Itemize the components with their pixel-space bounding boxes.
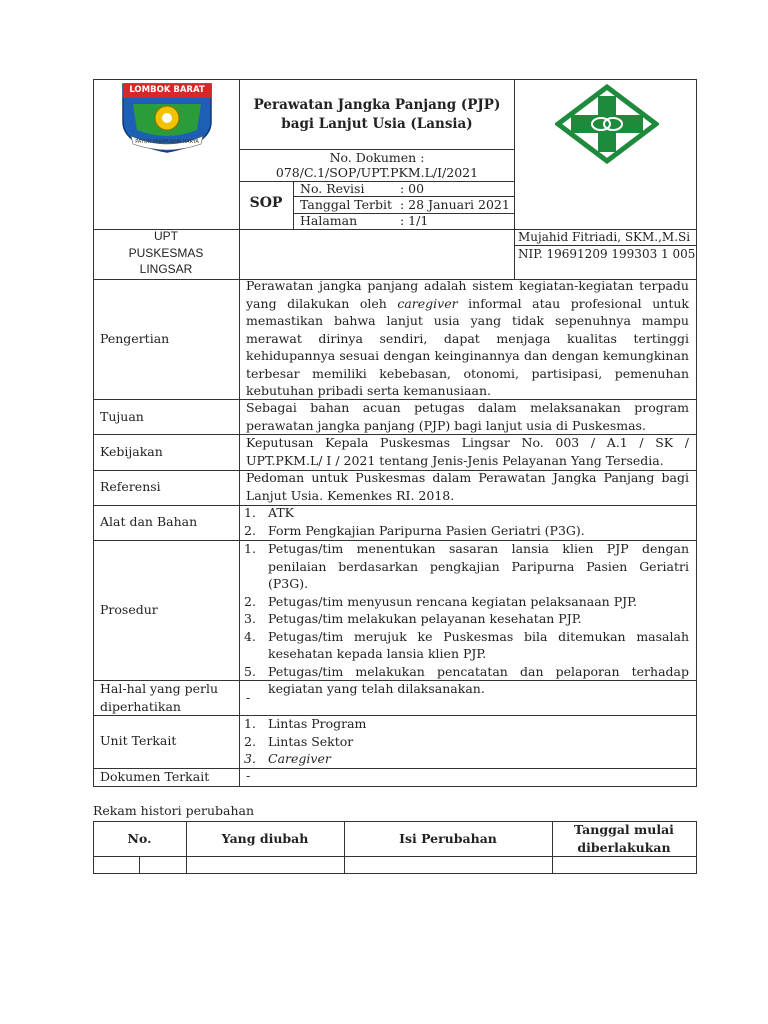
signer-name: Mujahid Fitriadi, SKM.,M.Si bbox=[518, 230, 691, 244]
list-number: 1. bbox=[244, 541, 256, 556]
doc-number-value: 078/C.1/SOP/UPT.PKM.L/I/2021 bbox=[275, 165, 479, 180]
lombok-barat-logo bbox=[119, 82, 215, 154]
tujuan-text: Sebagai bahan acuan petugas dalam melaksanakan program perawatan jangka panjang (PJP) bagi lanjut usia di Puskesmas. bbox=[246, 400, 689, 433]
list-number: 3. bbox=[244, 751, 256, 766]
list-text: Petugas/tim melakukan pencatatan dan pelaporan terhadap kegiatan yang telah dilaksanakan. bbox=[268, 663, 689, 696]
list-item bbox=[244, 540, 689, 593]
dokumen-text: - bbox=[246, 768, 251, 783]
unit-line-2: PUSKESMAS bbox=[128, 245, 204, 260]
list-item bbox=[244, 733, 689, 751]
referensi-text: Pedoman untuk Puskesmas dalam Perawatan Jangka Panjang bagi Lanjut Usia. Kemenkes RI. 2018. bbox=[246, 470, 689, 503]
alat-label: Alat dan Bahan bbox=[100, 514, 198, 529]
history-col-isi: Isi Perubahan bbox=[399, 831, 497, 846]
unit-line-1: UPT bbox=[154, 229, 178, 243]
history-col-no: No. bbox=[127, 831, 152, 846]
history-col-tanggal bbox=[552, 821, 696, 856]
list-text: Caregiver bbox=[268, 751, 331, 766]
pengertian-text-b: informal atau profesional untuk memastikan bahwa lanjut usia yang tidak sepenuhnya mampu merawat dirinya sendiri, dapat menjaga kualitas tertinggi kehidupannya sesuai dengan keinginannya dan dengan kemungkinan terbesar memiliki kebebasan, otonomi, partisipasi, pemenuhan kebutuhan pribadi serta kemanusiaan. bbox=[246, 295, 689, 398]
tujuan-label: Tujuan bbox=[100, 409, 144, 424]
list-item bbox=[244, 610, 689, 628]
list-number: 1. bbox=[244, 505, 256, 520]
list-text: ATK bbox=[268, 505, 295, 520]
hal-label-line-2: diperhatikan bbox=[100, 698, 181, 714]
pengertian-text bbox=[246, 277, 689, 400]
list-item bbox=[244, 715, 689, 733]
kebijakan-label: Kebijakan bbox=[100, 444, 163, 459]
list-text: Form Pengkajian Paripurna Pasien Geriatri (P3G). bbox=[268, 522, 585, 538]
halaman-value: : 1/1 bbox=[400, 213, 429, 228]
list-text: Petugas/tim merujuk ke Puskesmas bila ditemukan masalah kesehatan kepada lansia klien PJP. bbox=[268, 628, 689, 661]
list-item bbox=[244, 504, 689, 522]
hal-label bbox=[100, 680, 218, 715]
hal-text: - bbox=[246, 690, 251, 705]
list-number: 5. bbox=[244, 663, 256, 679]
list-text: Petugas/tim menyusun rencana kegiatan pelaksanaan PJP. bbox=[268, 593, 637, 609]
list-text: Petugas/tim menentukan sasaran lansia klien PJP dengan penilaian berdasarkan pengkajian Paripurna Pasien Geriatri (P3G). bbox=[268, 541, 689, 591]
pengertian-text-a: Perawatan jangka panjang adalah sistem kegiatan-kegiatan terpadu yang dilakukan oleh bbox=[246, 278, 689, 311]
history-col-tanggal-line-1: Tanggal mulai bbox=[574, 822, 674, 837]
list-text: Lintas Sektor bbox=[268, 733, 354, 749]
logo-banner-text: LOMBOK BARAT bbox=[129, 85, 205, 95]
terbit-label: Tanggal Terbit bbox=[300, 197, 393, 212]
alat-list bbox=[244, 504, 689, 539]
document-title bbox=[239, 96, 515, 134]
dokumen-label: Dokumen Terkait bbox=[100, 769, 210, 784]
halaman-label: Halaman bbox=[300, 213, 358, 228]
prosedur-label: Prosedur bbox=[100, 602, 158, 617]
unit-terkait-label: Unit Terkait bbox=[100, 733, 177, 748]
list-number: 1. bbox=[244, 716, 256, 731]
logo-motto-text: PATUH PARIPURNA KARYA bbox=[135, 139, 199, 145]
list-item bbox=[244, 750, 689, 768]
revisi-label: No. Revisi bbox=[300, 181, 365, 196]
signer-nip: NIP. 19691209 199303 1 005 bbox=[518, 247, 696, 261]
pengertian-text-italic: caregiver bbox=[397, 295, 458, 311]
referensi-label: Referensi bbox=[100, 479, 161, 494]
history-col-diubah: Yang diubah bbox=[221, 831, 309, 846]
sop-label: SOP bbox=[249, 195, 283, 211]
title-line-1: Perawatan Jangka Panjang (PJP) bbox=[253, 97, 501, 113]
unit-name bbox=[93, 228, 239, 278]
list-item bbox=[244, 593, 689, 611]
terbit-value: : 28 Januari 2021 bbox=[400, 197, 510, 212]
list-number: 4. bbox=[244, 628, 256, 644]
kebijakan-text: Keputusan Kepala Puskesmas Lingsar No. 003 / A.1 / SK / UPT.PKM.L/ I / 2021 tentang Jenis-Jenis Pelayanan Yang Tersedia. bbox=[246, 435, 689, 468]
list-number: 2. bbox=[244, 733, 256, 749]
hal-label-line-1: Hal-hal yang perlu bbox=[100, 681, 219, 696]
title-line-2: bagi Lanjut Usia (Lansia) bbox=[281, 116, 473, 132]
history-col-tanggal-line-2: diberlakukan bbox=[577, 839, 671, 855]
revisi-value: : 00 bbox=[400, 181, 425, 196]
puskesmas-logo bbox=[555, 84, 659, 164]
list-number: 2. bbox=[244, 522, 256, 538]
unit-terkait-list bbox=[244, 715, 689, 768]
unit-line-3: LINGSAR bbox=[139, 262, 193, 276]
list-number: 2. bbox=[244, 593, 256, 609]
list-item bbox=[244, 663, 689, 698]
list-item bbox=[244, 628, 689, 663]
pengertian-label: Pengertian bbox=[100, 331, 170, 346]
list-number: 3. bbox=[244, 611, 256, 626]
list-text: Lintas Program bbox=[268, 716, 367, 731]
list-item bbox=[244, 522, 689, 540]
list-text: Petugas/tim melakukan pelayanan kesehatan PJP. bbox=[268, 611, 582, 626]
prosedur-list bbox=[244, 540, 689, 698]
history-caption: Rekam histori perubahan bbox=[93, 803, 255, 818]
doc-number-label: No. Dokumen : bbox=[329, 150, 425, 165]
